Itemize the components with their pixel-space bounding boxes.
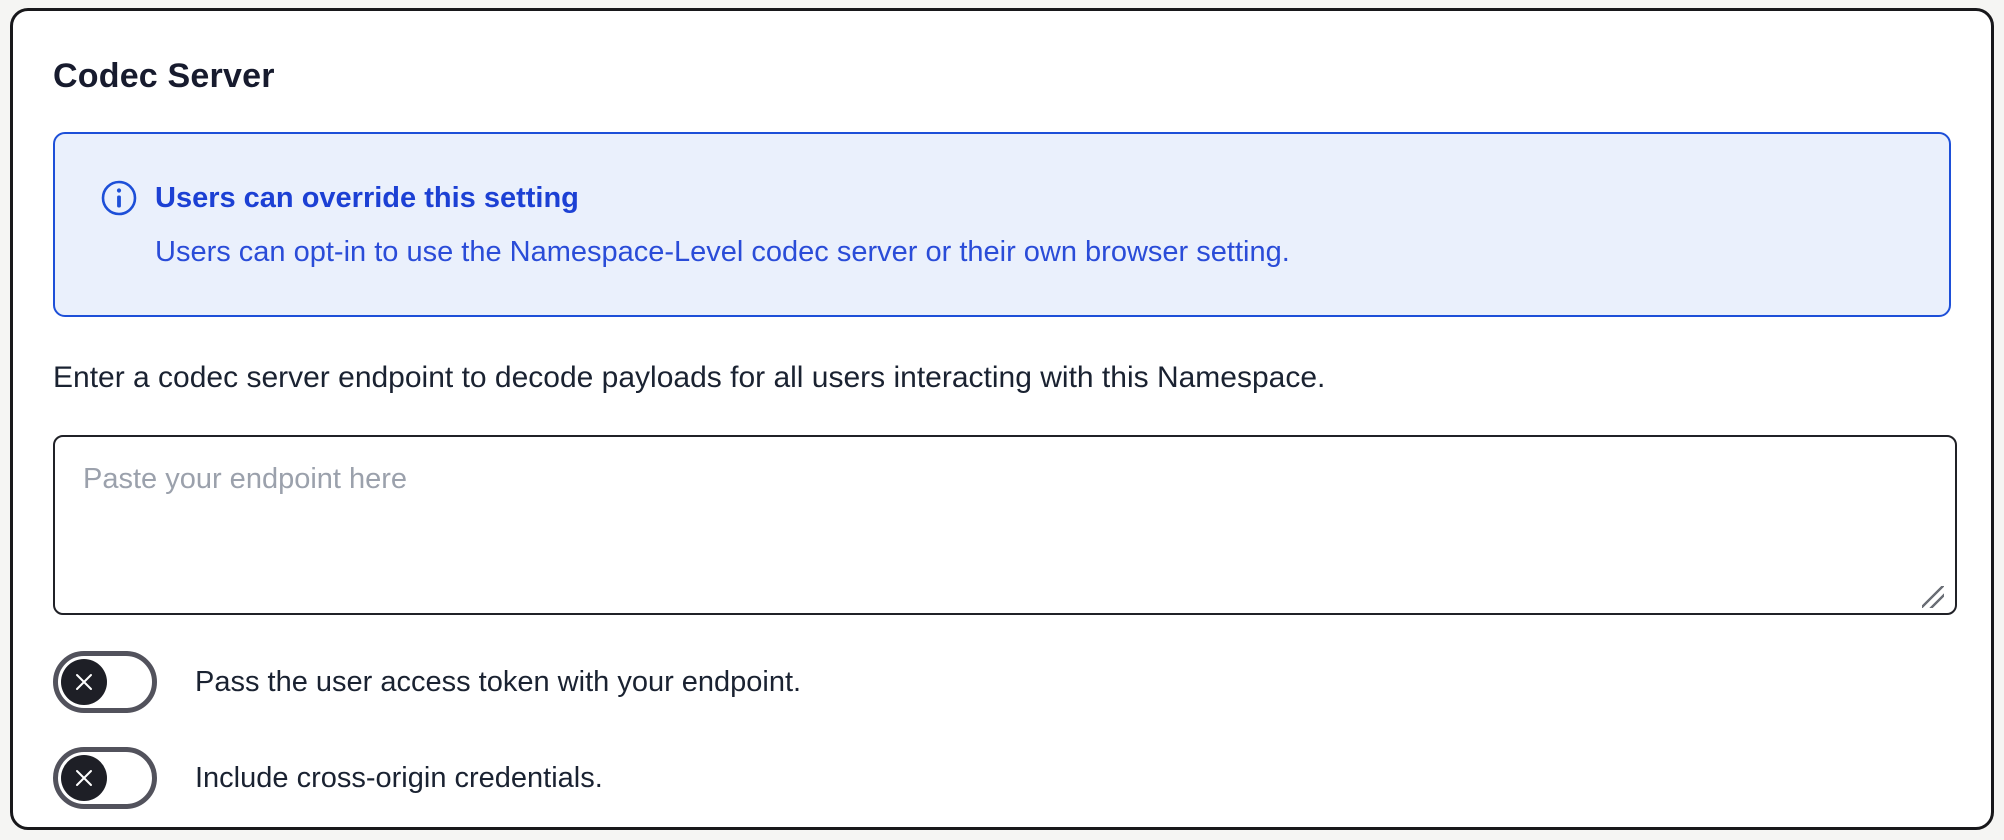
x-mark-icon <box>72 670 96 694</box>
page-title: Codec Server <box>53 57 275 95</box>
cross-origin-toggle[interactable] <box>53 747 157 809</box>
toggle-knob <box>61 659 107 705</box>
info-banner-title: Users can override this setting <box>155 181 579 214</box>
endpoint-input[interactable] <box>53 435 1957 615</box>
cross-origin-toggle-label: Include cross-origin credentials. <box>195 761 603 794</box>
cross-origin-toggle-row <box>53 747 1951 809</box>
codec-server-card <box>10 8 1994 830</box>
x-mark-icon <box>72 766 96 790</box>
toggle-knob <box>61 755 107 801</box>
access-token-toggle-label: Pass the user access token with your endpoint. <box>195 665 802 698</box>
access-token-toggle[interactable] <box>53 651 157 713</box>
info-banner-body: Users can opt-in to use the Namespace-Level codec server or their own browser setting. <box>155 236 1290 268</box>
endpoint-description: Enter a codec server endpoint to decode payloads for all users interacting with this Namespace. <box>53 361 1326 394</box>
info-icon <box>101 180 137 216</box>
access-token-toggle-row <box>53 651 1951 713</box>
info-banner <box>53 132 1951 317</box>
